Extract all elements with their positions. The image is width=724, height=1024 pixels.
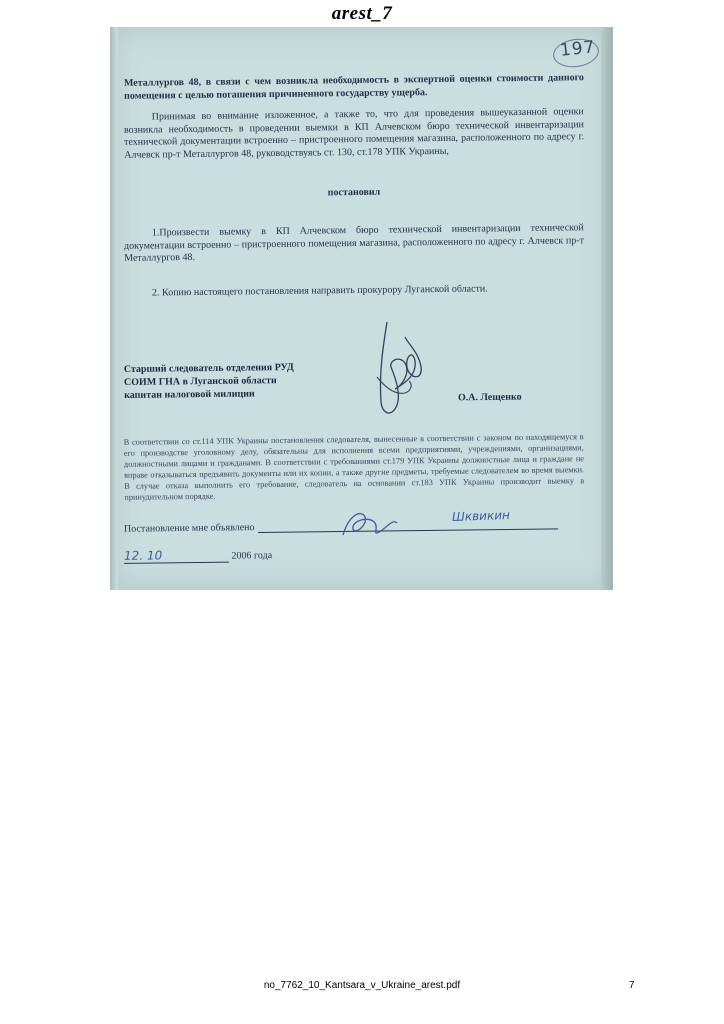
announced-label: Постановление мне объявлено bbox=[123, 522, 255, 535]
signatory-block bbox=[124, 361, 294, 402]
decree-item-1: 1.Произвести выемку в КП Алчевском бюро технической инвентаризации технической документации встроенно – пристроенного помещения магазина, расположенного по адресу г. Алчевск пр-т Металлургов 48. bbox=[123, 222, 585, 264]
recipient-handwritten-name: Шквикин bbox=[451, 507, 511, 525]
signatory-name: О.А. Лещенко bbox=[457, 391, 522, 404]
decree-item-2: 2. Копию настоящего постановления направить прокурору Луганской области. bbox=[151, 283, 488, 299]
legal-notice: В соответствии со ст.114 УПК Украины постановления следователя, вынесенные в соответствии с законом по находящемуся в его производстве уголовному делу, обязательны для исполнения всеми предприятиями, учреждениями, организациями, должностными лицами и гражданами. В соответствии с требованиями ст.179 УПК Украины должностные лица и граждане не вправе отказываться предъявить документы или их копии, а также другие предметы, требуемые следователем во время выемки. В случае отказа выполнить его требование, следователь на основании ст.183 УПК Украины производит выемку в принудительном порядке. bbox=[123, 432, 585, 502]
announced-underline bbox=[259, 528, 559, 533]
signatory-line-2: СОИМ ГНА в Луганской области bbox=[123, 375, 277, 389]
signatory-line-3: капитан налоговой милиции bbox=[124, 388, 255, 402]
footer-page-number: 7 bbox=[629, 980, 635, 991]
intro-paragraph: Металлургов 48, в связи с чем возникла необходимость в экспертной оценки стоимости данного помещения с целью погашения причиненного государству ущерба. bbox=[123, 72, 584, 102]
paragraph-reasoning: Принимая во внимание изложенное, а также то, что для проведения вышеуказанной оценки возникла необходимость в проведении выемки в КП Алчевском бюро технической инвентаризации технической документации встроенно – пристроенного помещения магазина, расположенного по адресу г. Алчевск пр-т Металлургов 48, руководствуясь ст. 130, ст.178 УПК Украины, bbox=[123, 106, 585, 161]
scanned-page bbox=[110, 27, 613, 590]
recipient-signature bbox=[335, 505, 405, 545]
decree-heading: постановил bbox=[327, 186, 381, 199]
date-suffix: 2006 года bbox=[231, 550, 273, 562]
investigator-signature bbox=[365, 317, 435, 422]
handwritten-page-number: 197 bbox=[558, 37, 596, 61]
signatory-line-1: Старший следователь отделения РУД bbox=[123, 361, 294, 376]
footer-filename: no_7762_10_Kantsara_v_Ukraine_arest.pdf bbox=[263, 980, 461, 991]
scan-right-edge bbox=[601, 27, 613, 590]
handwritten-date: 12. 10 bbox=[124, 548, 229, 564]
date-line bbox=[124, 547, 272, 564]
document-title: arest_7 bbox=[331, 3, 393, 24]
scan-left-edge bbox=[110, 27, 118, 590]
